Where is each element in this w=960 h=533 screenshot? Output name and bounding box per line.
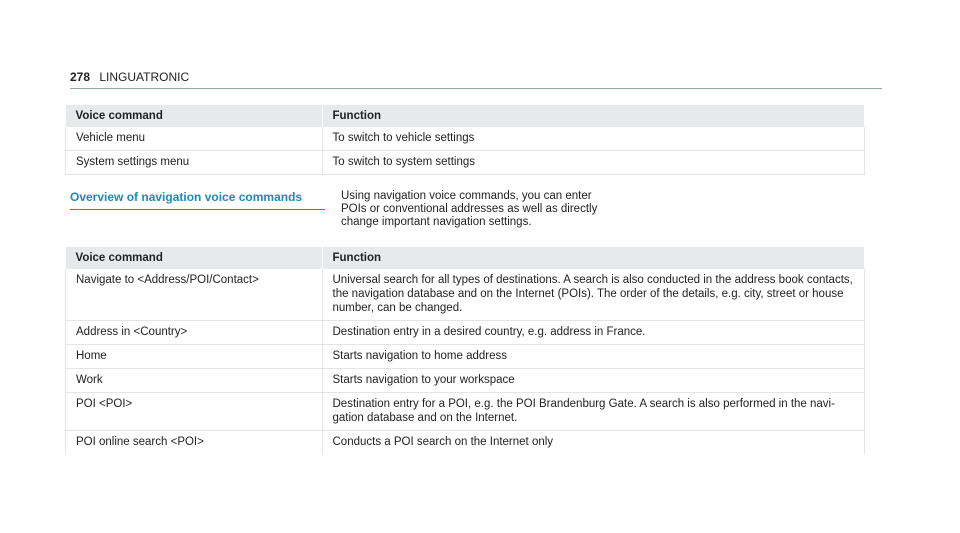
table-row bbox=[66, 393, 865, 431]
function-cell: To switch to vehicle settings bbox=[322, 127, 865, 151]
voice-command-cell: POI <POI> bbox=[66, 393, 323, 431]
function-cell: Destination entry in a desired country, e.g. address in France. bbox=[322, 321, 865, 345]
function-cell: Destination entry for a POI, e.g. the POI Brandenburg Gate. A search is also performed in the navigation database and on the Internet. bbox=[322, 393, 865, 431]
header-divider bbox=[70, 88, 882, 89]
section-name: LINGUATRONIC bbox=[99, 70, 190, 84]
section-intro-text: Using navigation voice commands, you can enter POIs or conventional addresses as well as directly change important navigation settings. bbox=[341, 190, 598, 228]
function-cell: Starts navigation to your workspace bbox=[322, 369, 865, 393]
table-row bbox=[66, 269, 865, 321]
voice-command-table-general bbox=[65, 105, 865, 175]
voice-command-cell: Vehicle menu bbox=[66, 127, 323, 151]
table-header-row bbox=[66, 105, 865, 127]
table-row bbox=[66, 127, 865, 151]
voice-command-cell: Work bbox=[66, 369, 323, 393]
table-row bbox=[66, 369, 865, 393]
table-row bbox=[66, 345, 865, 369]
function-cell: To switch to system settings bbox=[322, 151, 865, 175]
voice-command-cell: Address in <Country> bbox=[66, 321, 323, 345]
voice-command-cell: POI online search <POI> bbox=[66, 431, 323, 455]
table-row bbox=[66, 321, 865, 345]
column-header-voice-command: Voice command bbox=[66, 105, 323, 127]
column-header-voice-command: Voice command bbox=[66, 247, 323, 269]
table-header-row bbox=[66, 247, 865, 269]
column-header-function: Function bbox=[322, 105, 865, 127]
function-cell: Conducts a POI search on the Internet only bbox=[322, 431, 865, 455]
function-cell: Starts navigation to home address bbox=[322, 345, 865, 369]
voice-command-cell: Navigate to <Address/POI/Contact> bbox=[66, 269, 323, 321]
section-heading: Overview of navigation voice commands bbox=[70, 190, 325, 210]
voice-command-table-navigation bbox=[65, 247, 865, 454]
voice-command-cell: System settings menu bbox=[66, 151, 323, 175]
function-cell: Universal search for all types of destinations. A search is also conducted in the address book contacts, the navigation database and on the Internet (POIs). The order of the details, e.g. city, street or house number, can be changed. bbox=[322, 269, 865, 321]
table-row bbox=[66, 431, 865, 455]
table-row bbox=[66, 151, 865, 175]
page-header bbox=[70, 70, 189, 84]
voice-command-cell: Home bbox=[66, 345, 323, 369]
page-number: 278 bbox=[70, 70, 91, 84]
column-header-function: Function bbox=[322, 247, 865, 269]
